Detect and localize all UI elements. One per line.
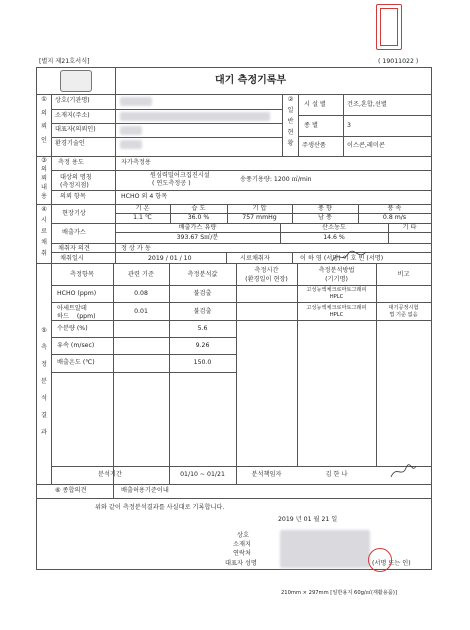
row-item: 아세트알데 하드 (ppm) bbox=[57, 305, 96, 321]
sec1-side: 뢰 bbox=[41, 123, 47, 130]
seal-text: (서명 또는 인) bbox=[372, 560, 411, 567]
paper-spec: 210mm × 297mm [일반용지 60g/㎡(재활용품)] bbox=[281, 590, 397, 596]
footer-label-ceo: 대표자 성명 bbox=[225, 560, 257, 567]
footer-label-company: 상호 bbox=[237, 532, 249, 539]
header-value: 측정분석값 bbox=[187, 271, 218, 278]
footer-label-address: 소재지 bbox=[233, 541, 251, 548]
weather-header-wind-speed: 풍 속 bbox=[387, 205, 402, 212]
weather-header-wind-dir: 풍 향 bbox=[318, 205, 332, 212]
sec4-side: 취 bbox=[41, 250, 47, 257]
header-method: 측정분석방법 (기기명) bbox=[318, 267, 355, 283]
gas-header-flow: 배출가스 유량 bbox=[178, 224, 217, 231]
label-class: 종 별 bbox=[304, 122, 318, 129]
weather-value-wind-dir: 남 풍 bbox=[318, 214, 332, 221]
sec4-side: 채 bbox=[41, 239, 47, 246]
sec5-side: 석 bbox=[41, 395, 47, 402]
sec1-side: 의 bbox=[41, 110, 47, 117]
weather-header-humidity: 습 도 bbox=[191, 205, 206, 212]
sec2-side: 황 bbox=[287, 140, 294, 147]
redacted-engineer bbox=[120, 140, 142, 149]
sec5-side: 정 bbox=[41, 361, 47, 368]
row-value: 150.0 bbox=[193, 359, 212, 366]
value-items: HCHO 외 4 항목 bbox=[121, 193, 168, 200]
value-product: 이스콘,레미콘 bbox=[347, 142, 385, 149]
value-facility: 건조,혼합,선별 bbox=[347, 101, 387, 108]
redacted-company bbox=[120, 97, 152, 106]
label-analyst: 분석책임자 bbox=[251, 471, 282, 478]
form-number: [별지 제21호서식] bbox=[39, 58, 90, 65]
row-value: 불검출 bbox=[193, 290, 212, 297]
label-exhaust: 배출가스 bbox=[62, 229, 86, 236]
gas-header-other: 기 타 bbox=[402, 224, 417, 231]
value-class: 3 bbox=[347, 122, 351, 129]
row-item: HCHO (ppm) bbox=[57, 290, 97, 297]
logo bbox=[60, 70, 92, 92]
official-seal-stamp bbox=[376, 4, 402, 50]
sec3-side: 의 bbox=[41, 166, 47, 173]
value-analyst: 김 한 나 bbox=[325, 471, 348, 478]
label-facility: 시 설 별 bbox=[304, 101, 326, 108]
label-items: 의뢰 항목 bbox=[60, 193, 86, 200]
sec2-side-num: ② bbox=[287, 96, 294, 103]
label-env-engineer: 환경기술인 bbox=[55, 140, 85, 147]
header-note: 비고 bbox=[397, 271, 410, 278]
label-weather: 현장기상 bbox=[62, 210, 86, 217]
sec4-side: 시 bbox=[41, 217, 47, 224]
sec5-side: 측 bbox=[41, 344, 47, 351]
row-standard: 0.01 bbox=[134, 308, 148, 315]
sec2-side: 반 bbox=[287, 118, 294, 125]
signature-scribble bbox=[330, 249, 370, 265]
row-value: 9.26 bbox=[195, 342, 210, 349]
gas-header-oxygen: 산소농도 bbox=[322, 224, 346, 231]
sec2-side: 현 bbox=[287, 129, 294, 136]
weather-value-humidity: 36.0 % bbox=[187, 214, 210, 221]
row-value: 불검출 bbox=[193, 308, 212, 315]
value-overall-opinion: 배출허용기준이내 bbox=[121, 487, 169, 494]
value-analysis-period: 01/10 ~ 01/21 bbox=[180, 471, 225, 478]
analyst-signature bbox=[388, 462, 418, 482]
row-method: 고성능액체크로마토그래피 HPLC bbox=[306, 305, 367, 319]
value-sampling-date: 2019 / 01 / 10 bbox=[148, 255, 192, 262]
label-analysis-period: 분석기간 bbox=[98, 471, 122, 478]
weather-value-temp: 1.1 ℃ bbox=[133, 214, 152, 221]
row-standard: 0.08 bbox=[134, 290, 148, 297]
weather-value-pressure: 757 mmHg bbox=[242, 214, 277, 221]
gas-value-oxygen: 14.6 % bbox=[323, 234, 345, 241]
sec3-side: 내 bbox=[41, 184, 47, 191]
weather-header-temp: 기 온 bbox=[135, 205, 150, 212]
label-address: 소재지(주소) bbox=[55, 112, 90, 119]
sec2-side: 일 bbox=[287, 107, 294, 114]
footer-label-contact: 연락처 bbox=[233, 550, 251, 557]
row-item: 배출온도 (℃) bbox=[57, 359, 95, 366]
header-item: 측정항목 bbox=[70, 271, 94, 278]
redacted-representative bbox=[120, 126, 142, 135]
document-code: ( 19011022 ) bbox=[378, 58, 419, 65]
weather-value-wind-speed: 0.8 m/s bbox=[382, 214, 407, 221]
value-target-point: ( 연도측정공 ) bbox=[152, 180, 191, 187]
row-value: 5.6 bbox=[197, 325, 208, 332]
sec5-side-num: ⑤ bbox=[41, 327, 47, 334]
label-representative: 대표자(의뢰인) bbox=[55, 126, 96, 133]
label-overall-opinion: ⑥ 종합의견 bbox=[55, 487, 87, 494]
sec5-side: 결 bbox=[41, 412, 47, 419]
gas-value-flow: 393.67 S㎥/분 bbox=[176, 234, 219, 241]
sec5-side: 분 bbox=[41, 378, 47, 385]
label-sampler: 시료채취자 bbox=[240, 255, 270, 262]
sec4-side-num: ④ bbox=[41, 206, 47, 213]
redacted-footer bbox=[280, 530, 370, 568]
sec1-side: 인 bbox=[41, 137, 47, 144]
row-method: 고성능액체크로마토그래피 HPLC bbox=[306, 287, 367, 301]
label-purpose: 측정 용도 bbox=[58, 159, 84, 166]
label-sampler-opinion: 채취자 의견 bbox=[58, 245, 90, 252]
sec3-side-num: ③ bbox=[41, 157, 47, 164]
certification-statement: 위와 같이 측정분석결과를 사실대로 기록합니다. bbox=[95, 504, 225, 511]
header-time: 측정시간 (환경일이 현장) bbox=[245, 267, 288, 283]
label-target: 대상의 명칭 (측정지점) bbox=[60, 174, 92, 190]
redacted-address bbox=[120, 112, 270, 121]
header-standard: 관련 기준 bbox=[128, 271, 154, 278]
row-note: 대기공정시험 법 기준 없음 bbox=[388, 305, 419, 319]
value-sampler-opinion: 정 상 가 동 bbox=[121, 245, 151, 252]
sec3-side: 용 bbox=[41, 193, 47, 200]
sec3-side: 뢰 bbox=[41, 175, 47, 182]
company-seal-stamp bbox=[368, 548, 392, 572]
value-fan-capacity: 송풍기용량: 1200 ㎥/min bbox=[240, 176, 312, 183]
value-purpose: 자가측정용 bbox=[121, 159, 151, 166]
label-sampling-date: 채취일시 bbox=[60, 255, 84, 262]
sec5-side: 과 bbox=[41, 429, 47, 436]
label-company: 상호(기관명) bbox=[55, 97, 90, 104]
weather-header-pressure: 기 압 bbox=[252, 205, 267, 212]
value-sampler: 이 하 영 (서명) 이 호 빈 (서명) bbox=[300, 255, 384, 262]
sec4-side: 료 bbox=[41, 228, 47, 235]
label-product: 주생산품 bbox=[302, 142, 326, 149]
row-item: 수분량 (%) bbox=[57, 325, 88, 332]
signing-date: 2019 년 01 월 21 일 bbox=[278, 516, 338, 523]
sec1-side-num: ① bbox=[41, 96, 47, 103]
page-title: 대기 측정기록부 bbox=[215, 75, 287, 86]
value-target-facility: 원심력밀어크집진시설 bbox=[150, 172, 210, 179]
row-item: 유속 (m/sec) bbox=[57, 342, 95, 349]
